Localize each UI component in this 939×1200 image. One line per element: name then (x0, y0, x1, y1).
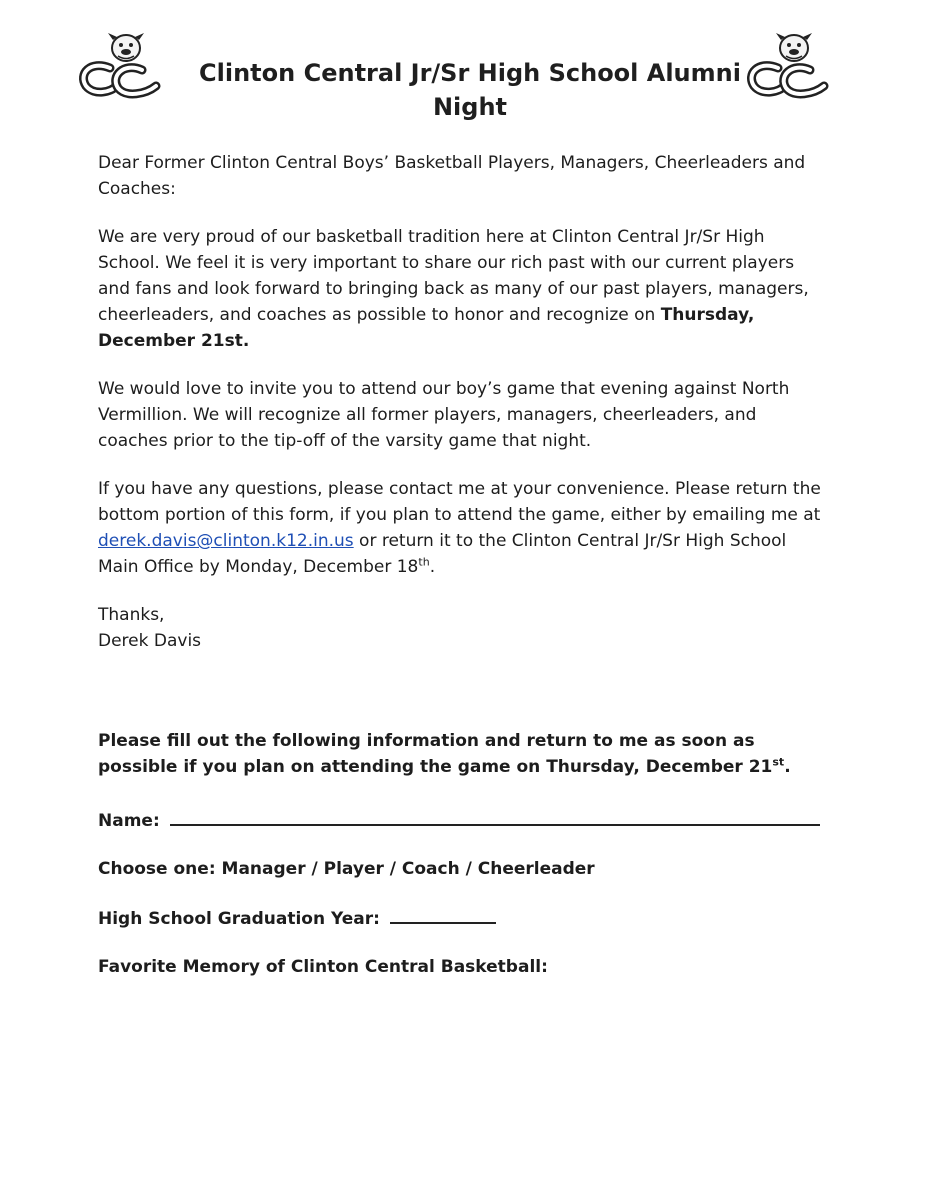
bulldog-cc-logo-icon (740, 30, 836, 100)
form-instructions-text: Please fill out the following information and return to me as soon as possible if you plan on attending the game on Thursday, December 21 (98, 731, 773, 777)
contact-text-end: . (429, 557, 436, 577)
letter-body (98, 150, 828, 654)
date-suffix: th (418, 555, 430, 569)
paragraph-contact (98, 476, 828, 580)
letterhead (0, 28, 939, 128)
paragraph-tradition-text: We are very proud of our basketball tradition here at Clinton Central Jr/Sr High School. We feel it is very important to share our rich past with our current players and fans and look forward to bringing back as many of our past players, managers, cheerleaders, and coaches as possible to honor and recognize on (98, 227, 809, 325)
event-date: Thursday, December 21st. (98, 305, 755, 351)
closing-block (98, 602, 828, 654)
contact-text-after: or return it to the Clinton Central Jr/Sr High School Main Office by Monday, December 18 (98, 531, 787, 577)
form-instructions-end: . (784, 757, 791, 777)
graduation-year-blank-line[interactable] (390, 904, 496, 924)
email-link[interactable]: derek.davis@clinton.k12.in.us (98, 531, 354, 551)
name-label: Name: (98, 811, 160, 831)
signature: Derek Davis (98, 631, 202, 651)
graduation-year-row (98, 904, 838, 932)
name-blank-line[interactable] (170, 806, 820, 826)
name-row (98, 806, 838, 834)
role-choice-label: Choose one: Manager / Player / Coach / Cheerleader (98, 859, 595, 879)
bulldog-logo-right (740, 30, 836, 100)
salutation: Dear Former Clinton Central Boys’ Basketball Players, Managers, Cheerleaders and Coaches: (98, 153, 806, 199)
graduation-year-label: High School Graduation Year: (98, 909, 380, 929)
contact-text-before: If you have any questions, please contact me at your convenience. Please return the bottom portion of this form, if you plan to attend the game, either by emailing me at (98, 479, 821, 525)
favorite-memory-label: Favorite Memory of Clinton Central Basketball: (98, 957, 548, 977)
form-instructions (98, 728, 838, 780)
paragraph-invitation: We would love to invite you to attend our boy’s game that evening against North Vermillion. We will recognize all former players, managers, cheerleaders, and coaches prior to the tip-off of the varsity game that night. (98, 379, 790, 451)
rsvp-form (98, 728, 838, 1002)
bulldog-cc-logo-icon (72, 30, 168, 100)
form-date-suffix: st (772, 755, 785, 769)
page-title: Clinton Central Jr/Sr High School Alumni Night (199, 59, 741, 121)
paragraph-tradition (98, 224, 828, 354)
role-choice-row (98, 856, 838, 882)
closing: Thanks, (98, 605, 165, 625)
bulldog-logo-left (72, 30, 168, 100)
favorite-memory-row (98, 954, 838, 980)
